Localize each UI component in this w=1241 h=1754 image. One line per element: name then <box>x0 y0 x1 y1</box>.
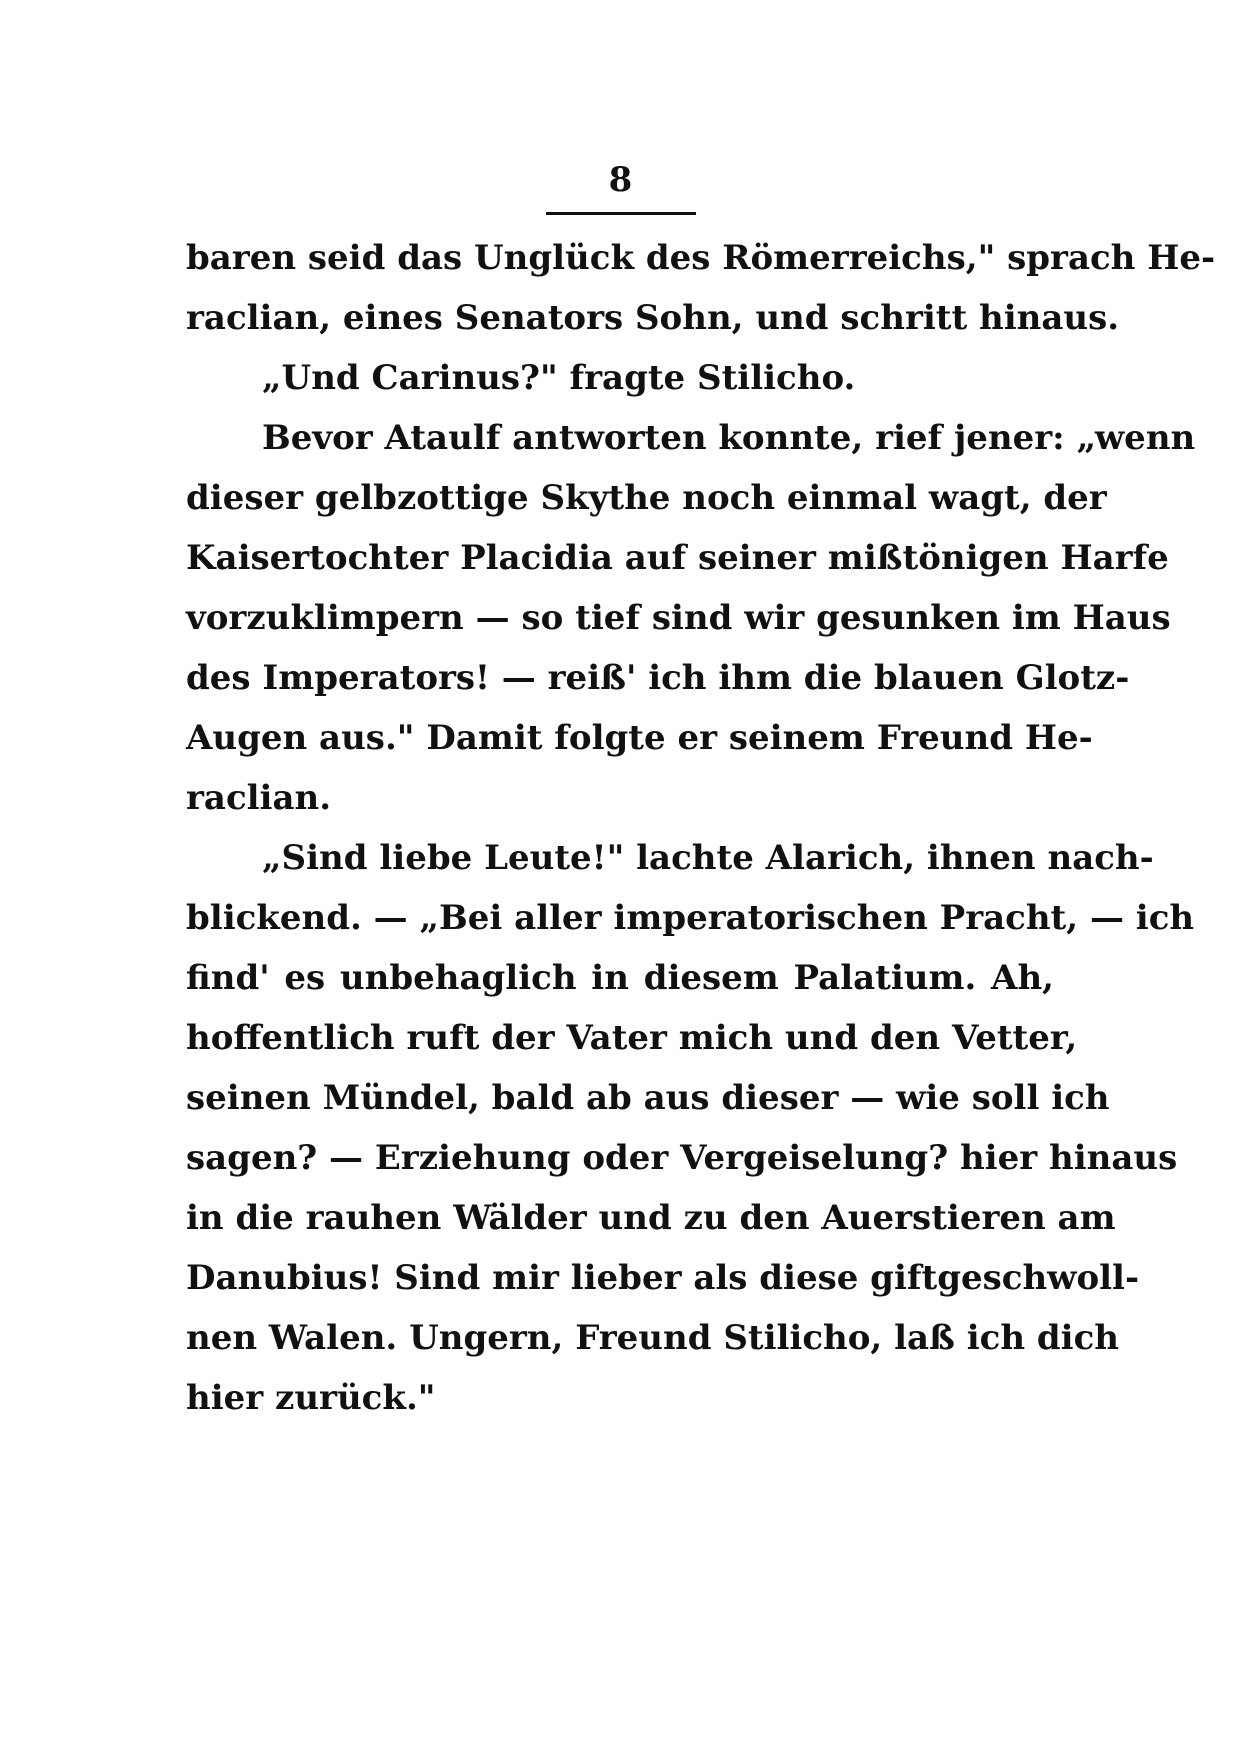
text-line: Bevor Ataulf antworten konnte, rief jener: „wenn <box>262 418 1196 458</box>
text-line: vorzuklimpern — so tief sind wir gesunken im Haus <box>186 598 1171 638</box>
text-line: sagen? — Erziehung oder Vergeiselung? hier hinaus <box>186 1138 1178 1178</box>
text-line: des Imperators! — reiß' ich ihm die blauen Glotz- <box>186 658 1130 698</box>
text-line: seinen Mündel, bald ab aus dieser — wie soll ich <box>186 1078 1110 1118</box>
text-line: Augen aus." Damit folgte er seinem Freund He- <box>186 718 1093 758</box>
text-line: Danubius! Sind mir lieber als diese giftgeschwoll- <box>186 1258 1140 1298</box>
text-line: „Sind liebe Leute!" lachte Alarich, ihnen nach- <box>262 838 1154 878</box>
text-line: „Und Carinus?" fragte Stilicho. <box>262 358 856 398</box>
text-line: hoffentlich ruft der Vater mich und den Vetter, <box>186 1018 1078 1058</box>
page-number: 8 <box>608 160 633 200</box>
text-line: find' es unbehaglich in diesem Palatium. Ah, <box>186 958 1054 998</box>
text-line: nen Walen. Ungern, Freund Stilicho, laß ich dich <box>186 1318 1120 1358</box>
text-line: hier zurück." <box>186 1378 436 1418</box>
text-line: in die rauhen Wälder und zu den Auerstieren am <box>186 1198 1116 1238</box>
text-line: blickend. — „Bei aller imperatorischen Pracht, — ich <box>186 898 1195 938</box>
header-rule <box>546 212 696 215</box>
text-line: raclian. <box>186 778 332 818</box>
text-line: raclian, eines Senators Sohn, und schritt hinaus. <box>186 298 1120 338</box>
text-line: baren seid das Unglück des Römerreichs," sprach He- <box>186 238 1216 278</box>
text-line: Kaisertochter Placidia auf seiner mißtönigen Harfe <box>186 538 1169 578</box>
text-line: dieser gelbzottige Skythe noch einmal wagt, der <box>186 478 1107 518</box>
